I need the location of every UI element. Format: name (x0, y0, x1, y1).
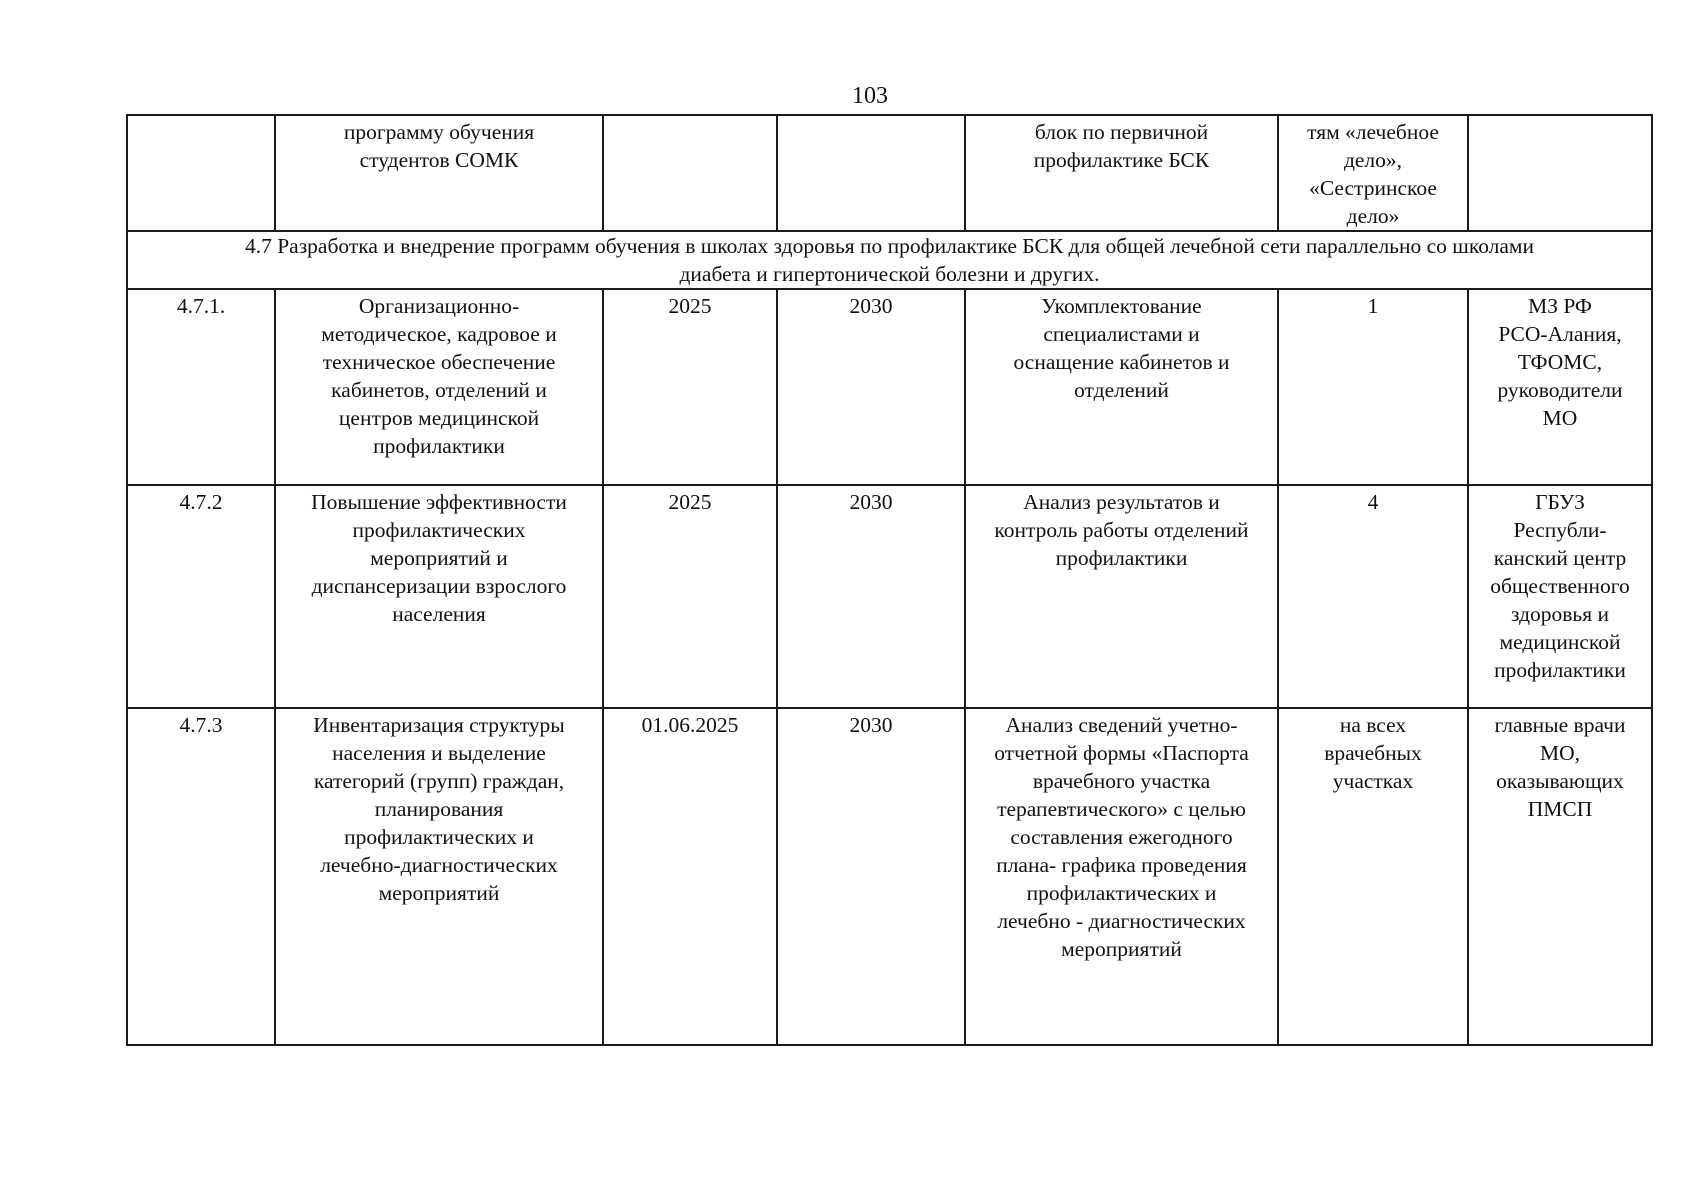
cell-end: 2030 (777, 289, 965, 485)
cell-result: Анализ сведений учетно- отчетной формы «Паспорта врачебного участка терапевтического» с целью составления ежегодного плана- графика проведения профилактических и лечебно - диагностических мероприятий (965, 708, 1278, 1045)
cell-end (777, 115, 965, 231)
cell-responsible: ГБУЗ Республи- канский центр общественного здоровья и медицинской профилактики (1468, 485, 1652, 708)
cell-end: 2030 (777, 485, 965, 708)
section-title: 4.7 Разработка и внедрение программ обучения в школах здоровья по профилактике БСК для общей лечебной сети параллельно со школами диабета и гипертонической болезни и других. (127, 231, 1652, 289)
cell-responsible (1468, 115, 1652, 231)
cell-indicator: 1 (1278, 289, 1468, 485)
cell-start: 2025 (603, 485, 777, 708)
cell-responsible: МЗ РФ РСО-Алания, ТФОМС, руководители МО (1468, 289, 1652, 485)
cell-result: Укомплектование специалистами и оснащение кабинетов и отделений (965, 289, 1278, 485)
cell-activity: Повышение эффективности профилактических мероприятий и диспансеризации взрослого населения (275, 485, 603, 708)
cell-start (603, 115, 777, 231)
table-row (127, 289, 1652, 485)
section-row (127, 231, 1652, 289)
action-plan-table (126, 114, 1653, 1046)
cell-start: 01.06.2025 (603, 708, 777, 1045)
cell-activity: программу обучения студентов СОМК (275, 115, 603, 231)
cell-number: 4.7.1. (127, 289, 275, 485)
table-row (127, 485, 1652, 708)
cell-indicator: 4 (1278, 485, 1468, 708)
page-number: 103 (852, 83, 888, 109)
cell-number: 4.7.3 (127, 708, 275, 1045)
cell-result: Анализ результатов и контроль работы отделений профилактики (965, 485, 1278, 708)
cell-indicator: тям «лечебное дело», «Сестринское дело» (1278, 115, 1468, 231)
cell-responsible: главные врачи МО, оказывающих ПМСП (1468, 708, 1652, 1045)
cell-indicator: на всех врачебных участках (1278, 708, 1468, 1045)
cell-start: 2025 (603, 289, 777, 485)
cell-activity: Инвентаризация структуры населения и выделение категорий (групп) граждан, планирования профилактических и лечебно-диагностических мероприятий (275, 708, 603, 1045)
table-row (127, 708, 1652, 1045)
cell-number (127, 115, 275, 231)
cell-activity: Организационно- методическое, кадровое и техническое обеспечение кабинетов, отделений и центров медицинской профилактики (275, 289, 603, 485)
cell-result: блок по первичной профилактике БСК (965, 115, 1278, 231)
cell-number: 4.7.2 (127, 485, 275, 708)
cell-end: 2030 (777, 708, 965, 1045)
table-row-continuation (127, 115, 1652, 231)
